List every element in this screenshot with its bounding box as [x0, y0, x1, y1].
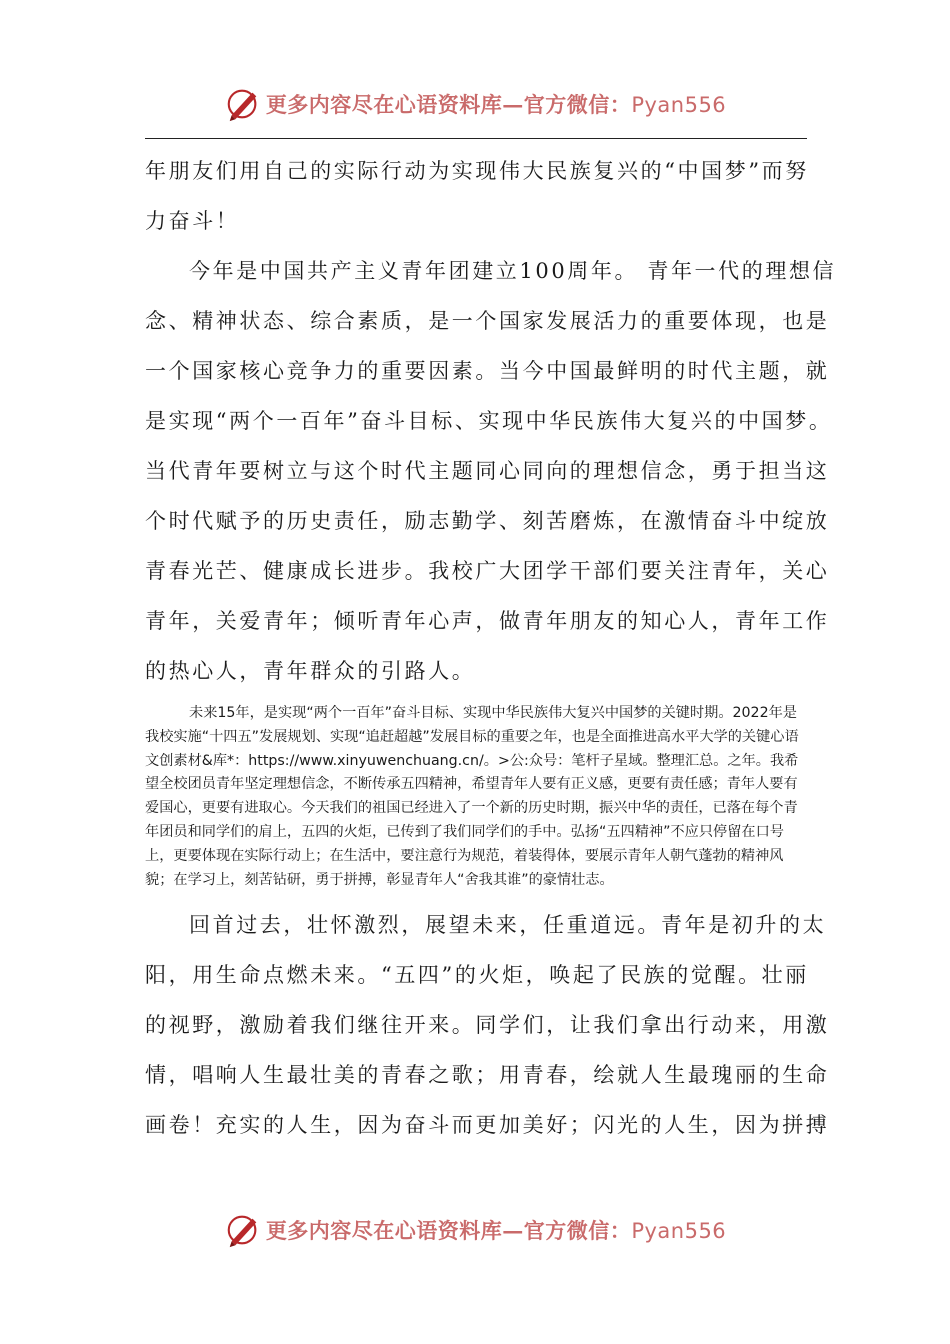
- para2-line: 当代青年要树立与这个时代主题同心同向的理想信念，勇于担当这: [145, 459, 830, 483]
- para4-line: 情，唱响人生最壮美的青春之歌；用青春，绘就人生最瑰丽的生命: [145, 1063, 830, 1088]
- para4-line: 画卷！充实的人生，因为奋斗而更加美好；闪光的人生，因为拼搏: [145, 1113, 830, 1138]
- para2-line: 的热心人，青年群众的引路人。: [145, 659, 476, 683]
- footer-banner-text: 更多内容尽在心语资料库—官方微信：Pyan556: [265, 1218, 727, 1243]
- para2-line: 青春光芒、健康成长进步。我校广大团学干部们要关注青年，关心: [145, 559, 830, 583]
- pen-logo-icon: [224, 1211, 262, 1249]
- para2-line: 念、精神状态、综合素质，是一个国家发展活力的重要体现，也是: [145, 309, 830, 333]
- document-body: [145, 146, 837, 1150]
- header-banner-text: 更多内容尽在心语资料库—官方微信：Pyan556: [265, 92, 727, 117]
- footer-handle: Pyan556: [631, 1219, 727, 1243]
- para2-line: 是实现“两个一百年”奋斗目标、实现中华民族伟大复兴的中国梦。: [145, 409, 833, 433]
- para3-small-text: 未来15年，是实现“两个一百年”奋斗目标、实现中华民族伟大复兴中国梦的关键时期。2022年是我校实施“十四五”发展规划、实现“追赶超越”发展目标的重要之年，也是全面推进高水平大学的关键心语文创素材&库*：https://www.xinyuwenchuang.cn/。>公:众号：笔杆子星域。整理汇总。之年。我希望全校团员青年坚定理想信念，不断传承五四精神，希望青年人要有正义感，更要有责任感；青年人要有爱国心，更要有进取心。今天我们的祖国已经进入了一个新的历史时期，振兴中华的责任，已落在每个青年团员和同学们的肩上，五四的火炬，已传到了我们同学们的手中。弘扬“五四精神”不应只停留在口号上，更要体现在实际行动上；在生活中，要注意行为规范，着装得体，要展示青年人朝气蓬勃的精神风貌；在学习上，刻苦钻研，勇于拼搏，彰显青年人“舍我其谁”的豪情壮志。: [145, 705, 799, 888]
- pen-logo-icon: [224, 85, 262, 123]
- para4-line: 的视野，激励着我们继往开来。同学们，让我们拿出行动来，用激: [145, 1013, 830, 1038]
- para2-line: 个时代赋予的历史责任，励志勤学、刻苦磨炼，在激情奋斗中绽放: [145, 509, 830, 533]
- para1-line: 年朋友们用自己的实际行动为实现伟大民族复兴的“中国梦”而努: [145, 159, 809, 183]
- para1-line: 力奋斗！: [145, 209, 240, 233]
- para4-line: 阳，用生命点燃未来。“五四”的火炬，唤起了民族的觉醒。壮丽: [145, 963, 809, 988]
- header-handle: Pyan556: [631, 93, 727, 117]
- header-rule: [145, 138, 807, 139]
- para2-line: 一个国家核心竞争力的重要因素。当今中国最鲜明的时代主题，就: [145, 359, 830, 383]
- footer-banner: [0, 1208, 950, 1252]
- para2-line: 今年是中国共产主义青年团建立100周年。 青年一代的理想信: [189, 259, 837, 283]
- header-banner: [0, 82, 950, 126]
- para4-line: 回首过去，壮怀激烈，展望未来，任重道远。青年是初升的太: [189, 913, 827, 938]
- para2-line: 青年，关爱青年；倾听青年心声，做青年朋友的知心人，青年工作: [145, 609, 830, 633]
